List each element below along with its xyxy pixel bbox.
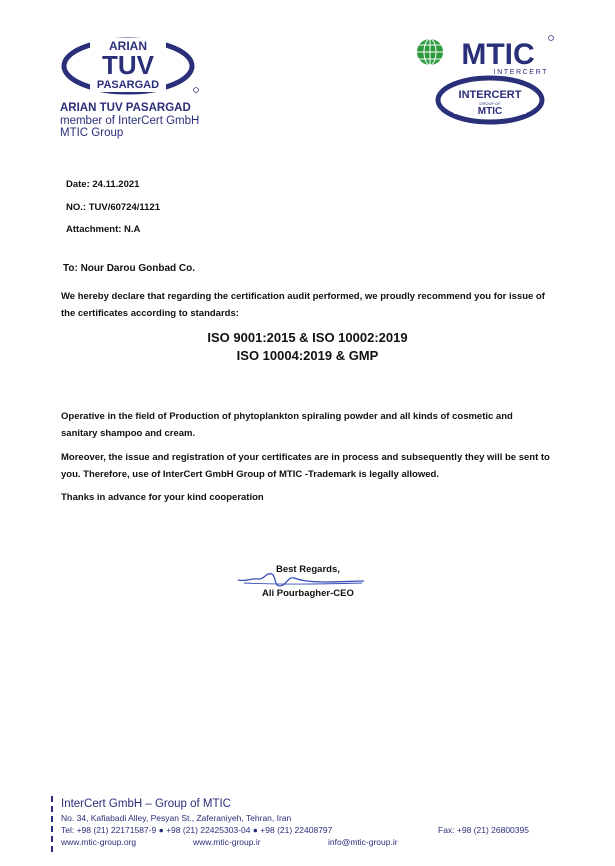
globe-icon (417, 39, 443, 65)
footer-website-ir[interactable]: www.mtic-group.ir (193, 837, 261, 847)
logo-text-intercert-sub: INTERCERT (493, 69, 548, 76)
operative-paragraph: Operative in the field of Production of phytoplankton spiraling powder and all kinds of cosmetic and sanitary shampoo and cream. (61, 411, 513, 439)
declaration-paragraph: We hereby declare that regarding the certification audit performed, we proudly recommend you for issue of the certificates according to standards: (61, 291, 545, 319)
seal-text-mtic: MTIC (477, 106, 503, 117)
logo-text-mtic: MTIC (461, 38, 535, 71)
footer-tel: Tel: +98 (21) 22171587-9 ● +98 (21) 22425303-04 ● +98 (21) 22408797 (61, 825, 333, 835)
footer-website-org[interactable]: www.mtic-group.org (61, 837, 137, 847)
intercert-seal-icon (438, 78, 542, 122)
letter-attachment: Attachment: N.A (66, 224, 141, 235)
regards-line: Best Regards, (276, 564, 340, 575)
logo-text-arian: ARIAN (109, 39, 147, 53)
seal-text-intercert: INTERCERT (458, 89, 522, 101)
footer-email[interactable]: info@mtic-group.ir (328, 837, 398, 847)
letter-number: NO.: TUV/60724/1121 (66, 201, 160, 213)
mtic-intercert-logo (414, 32, 554, 128)
letter-meta (66, 174, 160, 242)
standards-block (0, 329, 615, 365)
footer-fax: Fax: +98 (21) 26800395 (438, 825, 529, 835)
footer-address: No. 34, Kafiabadi Alley, Pesyan St., Zaferaniyeh, Tehran, Iran (61, 813, 292, 823)
logo-text-pasargad: PASARGAD (96, 79, 160, 91)
moreover-paragraph: Moreover, the issue and registration of your certificates are in process and subsequently they will be sent to you. Therefore, use of InterCert GmbH Group of MTIC -Trademark is legally allowed. (61, 452, 550, 480)
footer (61, 797, 561, 848)
company-name: ARIAN TUV PASARGAD (60, 102, 191, 114)
letter-date: Date: 24.11.2021 (66, 179, 140, 190)
company-block (60, 102, 199, 140)
thanks-line: Thanks in advance for your kind cooperation (61, 492, 264, 503)
footer-title: InterCert GmbH – Group of MTIC (61, 798, 231, 810)
company-member: member of InterCert GmbH (60, 114, 200, 127)
recipient: To: Nour Darou Gonbad Co. (63, 263, 196, 274)
seal-text-group-of: GROUP OF (479, 101, 501, 106)
standard-line-2: ISO 10004:2019 & GMP (236, 348, 379, 363)
logo-text-tuv: TUV (102, 50, 154, 80)
signatory-name: Ali Pourbagher-CEO (262, 588, 354, 599)
arian-tuv-logo (58, 36, 208, 100)
standard-line-1: ISO 9001:2015 & ISO 10002:2019 (207, 330, 408, 345)
company-group: MTIC Group (60, 127, 124, 139)
footer-divider (51, 796, 53, 852)
